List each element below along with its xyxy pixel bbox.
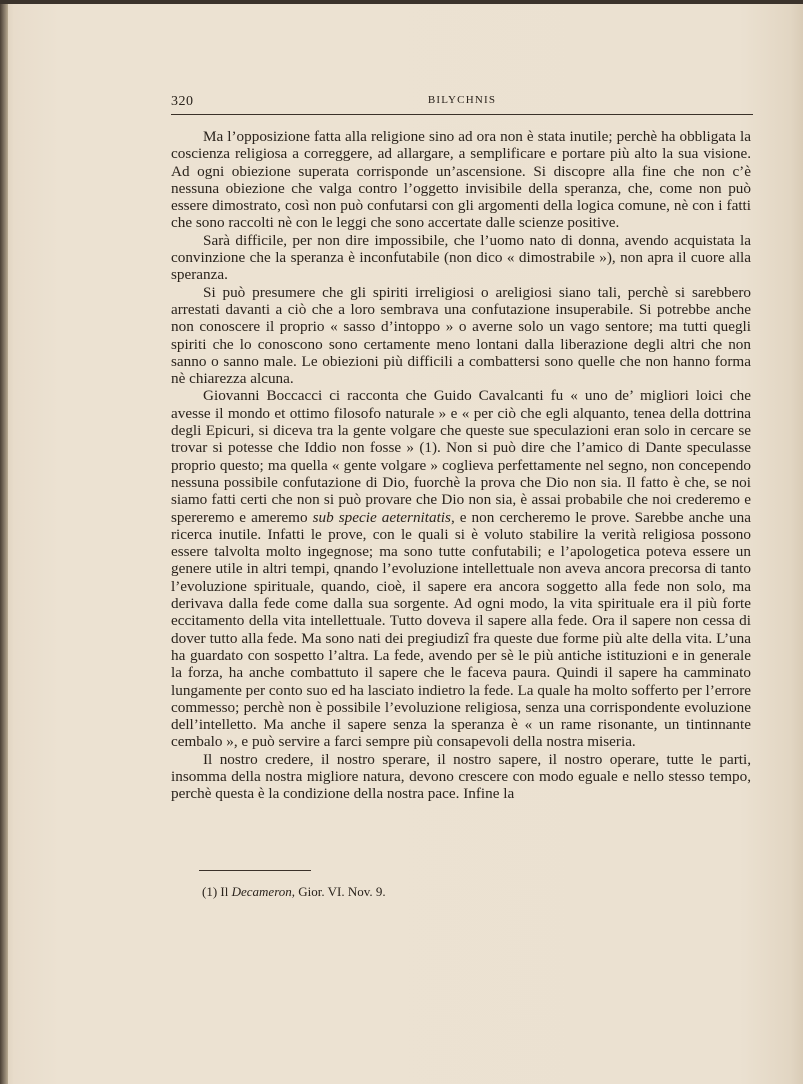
latin-phrase: sub specie aeternitatis (312, 508, 451, 526)
page-top-edge (0, 0, 803, 4)
footnote-marker-text: (1) Il (202, 884, 232, 899)
text-run: Ma l’opposizione fatta alla religione sino ad ora non è stata inutile; perchè ha obbligata la coscienza religiosa a correggere, ad allargare, a semplificare e portare più alto la sua visione. Ad ogni obiezione superata corrisponde un’ascensione. Si discopre alla fine che non c’è nessuna obiezione che valga contro l’oggetto invisibile della speranza, che, come non può essere dimostrato, così non può confutarsi con gli argomenti della logica comune, nè con i fatti che sono raccolti nè con le leggi che sono accertate dalle scienze positive. (171, 128, 751, 232)
page-header (171, 94, 753, 114)
footnote-rule (199, 870, 311, 871)
page-number: 320 (171, 94, 194, 109)
text-run: , e non cercheremo le prove. Sarebbe anche una ricerca inutile. Infatti le prove, con le quali si è voluto stabilire la verità religiosa possono essere talvolta molto ingegnose; ma sono tutte confutabili; e l’apologetica poteva essere un genere utile in altri tempi, qnando l’evoluzione intellettuale non aveva ancora precorsa di tanto l’evoluzione spirituale, quando, cioè, il sapere era ancora soggetto alla fede non solo, ma derivava dalla fede come dalla sua sorgente. Ad ogni modo, la vita spirituale era il più forte eccitamento della vita intellettuale. Tutto doveva il sapere alla fede. Ora il sapere non cessa di dover tutto alla fede. Ma sono nati dei pregiudizî fra queste due forme più alte della vita. L’una ha guardato con sospetto l’altra. La fede, avendo per sè le più antiche istituzioni e in generale la forza, ha anche combattuto il sapere che le faceva paura. Quindi il sapere ha camminato lungamente per conto suo ed ha lasciato indietro la fede. La quale ha molto sofferto per l’errore commesso; perchè non è possibile l’evoluzione religiosa, senza una corrispondente evoluzione dell’intelletto. Ma anche il sapere senza la speranza è « un rame risonante, un tintinnante cembalo », e può servire a farci sempre più consapevoli della nostra miseria. (171, 508, 751, 751)
footnote-reference: Gior. VI. Nov. 9. (295, 884, 386, 899)
text-run: Sarà difficile, per non dire impossibile, che l’uomo nato di donna, avendo acquistata la convinzione che la speranza è inconfutabile (non dico « dimostrabile »), non apra il cuore alla speranza. (171, 231, 751, 284)
paragraph (171, 284, 751, 388)
paragraph (171, 751, 751, 803)
text-run: Giovanni Boccacci ci racconta che Guido Cavalcanti fu « uno de’ migliori loici che avesse il mondo et ottimo filosofo naturale » e « per ciò che egli alquanto, tenea della dottrina degli Epicuri, si diceva tra la gente volgare che queste sue speculazioni eran solo in cercare se trovar si potesse che Iddio non fosse » (1). Non si può dire che l’amico di Dante speculasse proprio questo; ma quella « gente volgare » coglieva perfettamente nel segno, non concependo nessuna possibile confutazione di Dio, fuorchè la prova che Dio non sia. Il fatto è che, se noi siamo fatti certi che non si può provare che Dio non sia, è assai probabile che noi crederemo e spereremo e ameremo (171, 387, 751, 526)
footnote-title: Decameron, (231, 884, 296, 899)
paragraph (171, 128, 751, 232)
running-title: BILYCHNIS (427, 94, 497, 106)
page-binding-shadow (0, 0, 8, 1084)
paragraph (171, 232, 751, 284)
header-rule (171, 114, 753, 115)
body-text (171, 128, 751, 803)
text-run: Si può presumere che gli spiriti irreligiosi o areligiosi siano tali, perchè si sarebbero arrestati davanti a ciò che a loro sembrava una confutazione insuperabile. Si potrebbe anche non conoscere il proprio « sasso d’intoppo » o averne solo un vago sentore; ma tutti quegli spiriti che lo conoscono sono certamente meno lontani dalla liberazione degli altri che non sanno o sanno male. Le obiezioni più difficili a combattersi sono quelle che non hanno forma nè chiarezza alcuna. (171, 283, 751, 388)
paragraph (171, 387, 751, 750)
text-run: Il nostro credere, il nostro sperare, il nostro sapere, il nostro operare, tutte le parti, insomma della nostra migliore natura, devono crescere con modo eguale e nello stesso tempo, perchè questa è la condizione della nostra pace. Infine la (171, 750, 751, 803)
footnote (202, 884, 742, 900)
